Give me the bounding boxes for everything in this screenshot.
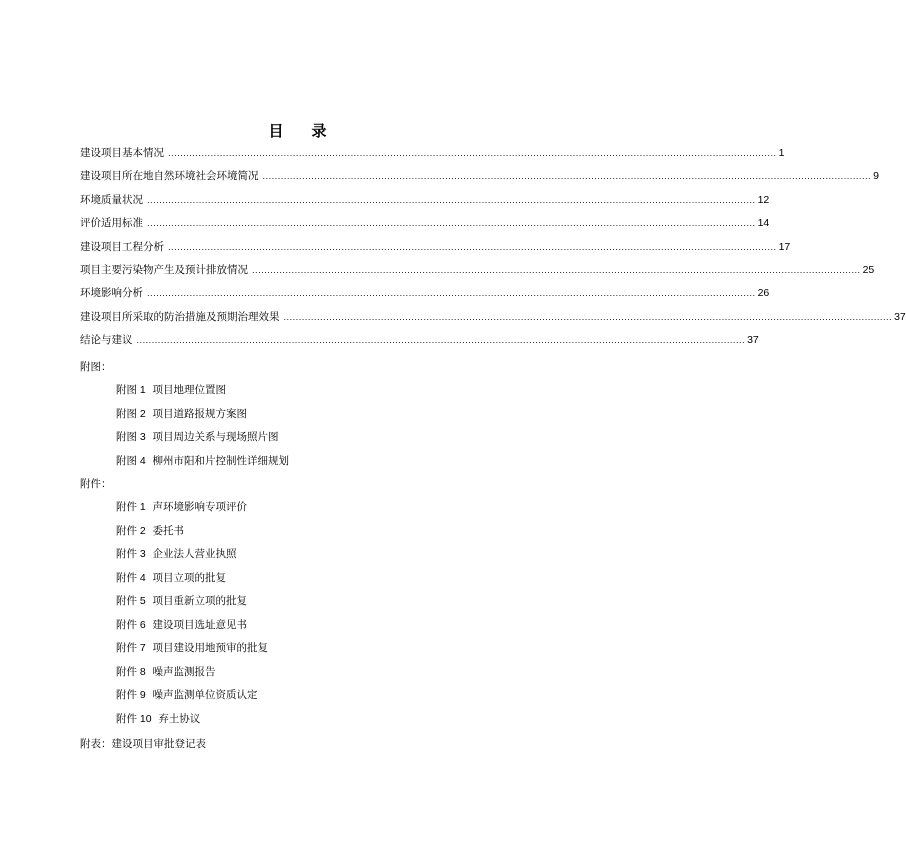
attachment-label: 附件 2: [116, 524, 146, 537]
attachment-label: 附件 7: [116, 642, 146, 654]
figure-text: 项目周边关系与现场照片图: [152, 431, 279, 443]
attachment-text: 声环境影响专项评价: [152, 501, 247, 513]
toc-entry[interactable]: [80, 239, 791, 262]
attachment-item[interactable]: [116, 617, 268, 641]
toc-entry-page: 37: [747, 334, 759, 347]
figure-label: 附图 1: [116, 384, 146, 396]
attachments-list: [116, 499, 268, 734]
toc-entry-page: 37: [894, 310, 906, 323]
toc-entry-page: 1: [778, 147, 785, 159]
attachment-label: 附件 6: [116, 618, 146, 631]
table-note: 附表：建设项目审批登记表: [80, 738, 206, 750]
attachments-heading: 附件：: [80, 478, 112, 490]
toc-entry-page: 17: [778, 240, 791, 253]
figure-text: 柳州市阳和片控制性详细规划: [152, 454, 289, 467]
attachment-item[interactable]: [116, 546, 268, 570]
toc-leader-dots: ........................................................................................................................................................................................................: [283, 312, 893, 322]
toc-entry-title: 建设项目所在地自然环境社会环境简况: [80, 170, 259, 183]
toc-entry-page: 9: [873, 170, 879, 183]
toc-entry-title: 评价适用标准: [80, 217, 143, 230]
toc-entry-page: 26: [757, 287, 770, 300]
attachment-item[interactable]: [116, 640, 268, 664]
figure-label: 附图 3: [116, 431, 146, 443]
toc-leader-dots: ........................................................................................................................................................................................................: [147, 195, 756, 205]
attachment-text: 项目重新立项的批复: [152, 595, 247, 607]
toc-entry-title: 建设项目基本情况: [80, 147, 164, 159]
attachment-item[interactable]: [116, 664, 268, 688]
toc-entry-title: 建设项目工程分析: [80, 240, 164, 253]
toc-entry[interactable]: [80, 262, 875, 285]
toc-entry-page: 25: [862, 263, 875, 276]
toc-leader-dots: ........................................................................................................................................................................................................: [262, 172, 872, 182]
toc-entry-title: 环境影响分析: [80, 287, 143, 300]
figure-item[interactable]: [116, 429, 289, 453]
toc-entry[interactable]: [80, 309, 906, 332]
attachment-text: 噪声监测报告: [152, 665, 216, 678]
attachment-label: 附件 5: [116, 595, 146, 607]
figure-label: 附图 4: [116, 454, 146, 467]
attachment-label: 附件 4: [116, 571, 146, 584]
attachment-item[interactable]: [116, 711, 268, 735]
attachment-text: 项目建设用地预审的批复: [152, 642, 268, 654]
toc-entry[interactable]: [80, 145, 785, 168]
toc-entry-page: 12: [757, 193, 770, 206]
toc-entry[interactable]: [80, 285, 770, 308]
attachment-text: 建设项目选址意见书: [152, 618, 247, 631]
attachment-text: 项目立项的批复: [152, 571, 226, 584]
toc-heading-char-1: 目: [268, 122, 284, 140]
toc-leader-dots: ........................................................................................................................................................................................................: [168, 149, 777, 158]
toc-entry-title: 结论与建议: [80, 334, 133, 347]
toc-entry[interactable]: [80, 192, 770, 215]
attachment-label: 附件 9: [116, 689, 146, 701]
toc-leader-dots: ........................................................................................................................................................................................................: [252, 265, 861, 275]
attachment-label: 附件 8: [116, 665, 146, 678]
attachment-text: 企业法人营业执照: [152, 548, 237, 560]
attachment-item[interactable]: [116, 523, 268, 547]
toc-entry[interactable]: [80, 168, 879, 191]
figure-text: 项目道路报规方案图: [152, 407, 247, 420]
attachment-label: 附件 3: [116, 548, 146, 560]
figure-label: 附图 2: [116, 407, 146, 420]
toc-entry-title: 环境质量状况: [80, 193, 143, 206]
attachment-label: 附件 10: [116, 712, 152, 725]
toc-list: [80, 145, 906, 356]
toc-entry[interactable]: [80, 332, 759, 355]
toc-entry-page: 14: [757, 217, 770, 230]
toc-entry-title: 项目主要污染物产生及预计排放情况: [80, 263, 248, 276]
toc-leader-dots: ........................................................................................................................................................................................................: [147, 219, 756, 229]
attachment-item[interactable]: [116, 570, 268, 594]
figure-item[interactable]: [116, 406, 289, 430]
attachment-item[interactable]: [116, 687, 268, 711]
toc-heading: [0, 120, 595, 141]
attachment-item[interactable]: [116, 593, 268, 617]
attachment-label: 附件 1: [116, 501, 146, 513]
toc-leader-dots: ........................................................................................................................................................................................................: [168, 242, 777, 252]
toc-entry-title: 建设项目所采取的防治措施及预期治理效果: [80, 310, 280, 323]
figures-heading: 附图：: [80, 361, 112, 373]
figure-item[interactable]: [116, 453, 289, 477]
toc-leader-dots: ........................................................................................................................................................................................................: [147, 289, 756, 299]
toc-entry[interactable]: [80, 215, 770, 238]
toc-heading-char-2: 录: [311, 122, 327, 140]
attachment-text: 委托书: [152, 524, 184, 537]
figures-list: [116, 382, 289, 476]
toc-leader-dots: ........................................................................................................................................................................................................: [136, 336, 746, 346]
figure-item[interactable]: [116, 382, 289, 406]
attachment-text: 弃土协议: [158, 712, 201, 725]
figure-text: 项目地理位置图: [152, 384, 226, 396]
attachment-text: 噪声监测单位资质认定: [152, 689, 258, 701]
attachment-item[interactable]: [116, 499, 268, 523]
